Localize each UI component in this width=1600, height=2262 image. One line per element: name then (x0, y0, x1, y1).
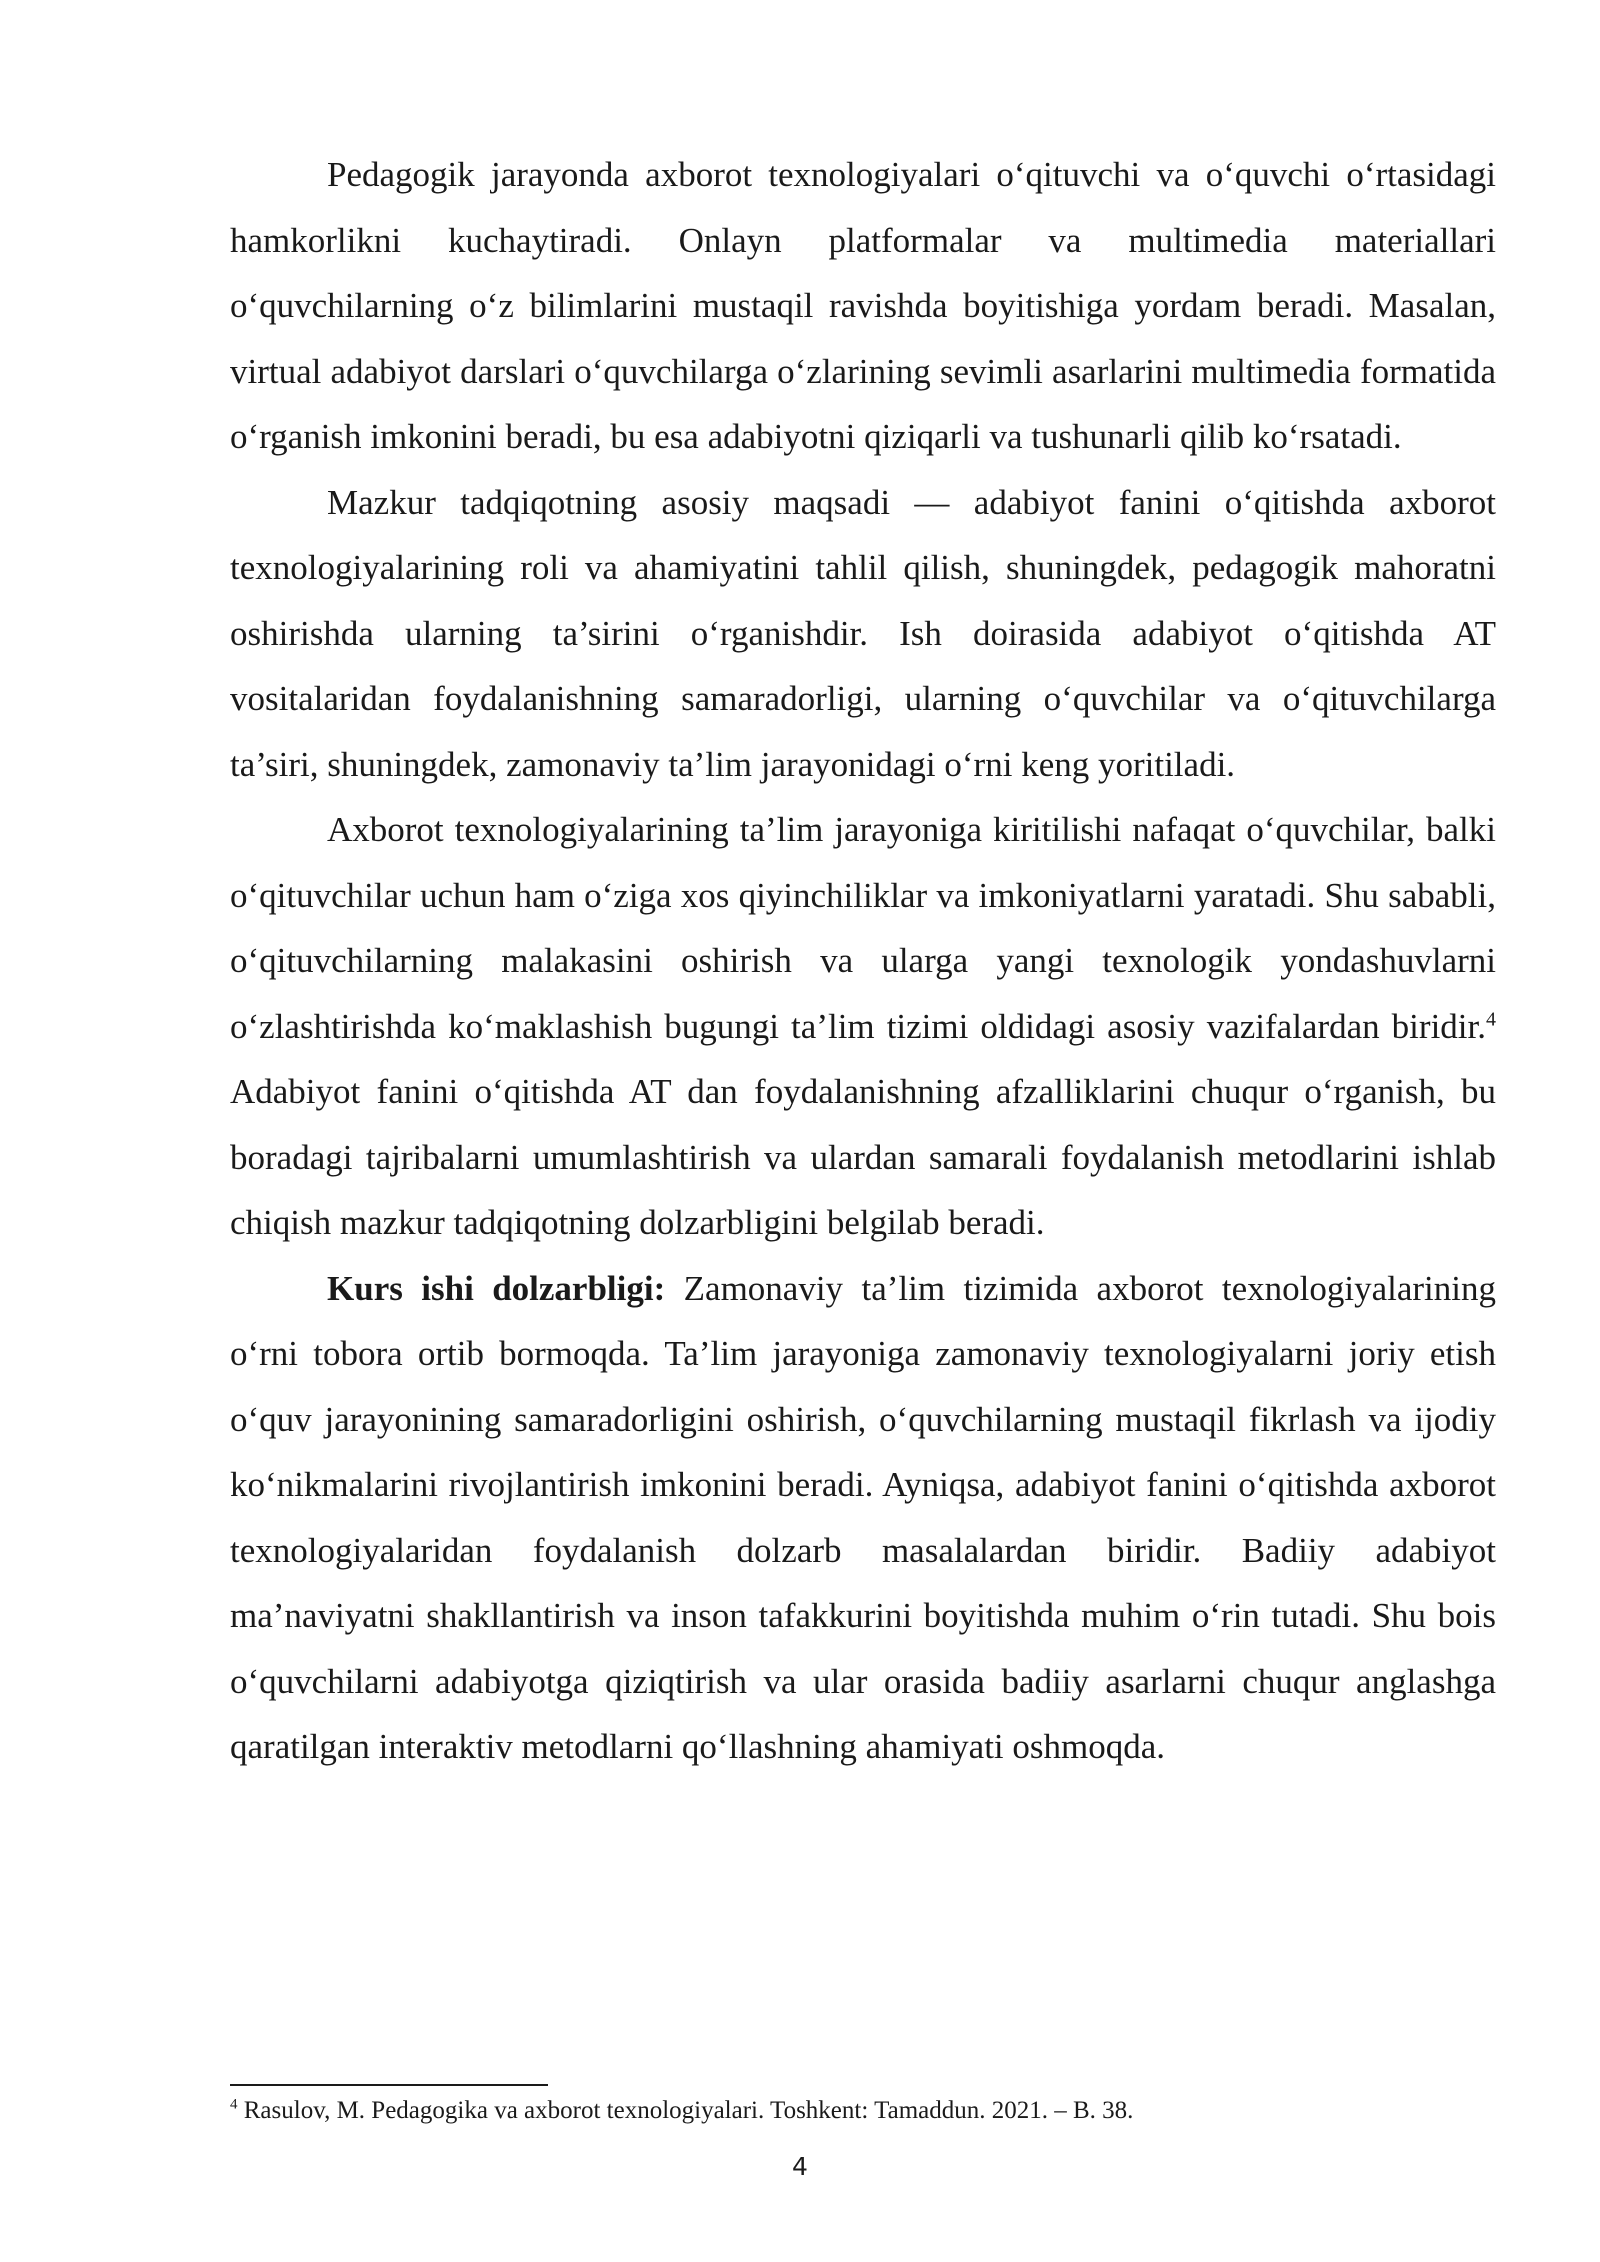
paragraph-4-text: Zamonaviy ta’lim tizimida axborot texnologiyalarining o‘rni tobora ortib bormoqda. Ta’lim jarayoniga zamonaviy texnologiyalarni joriy etish o‘quv jarayonining samaradorligini oshirish, o‘quvchilarning mustaqil fikrlash va ijodiy ko‘nikmalarini rivojlantirish imkonini beradi. Ayniqsa, adabiyot fanini o‘qitishda axborot texnologiyalaridan foydalanish dolzarb masalalardan biridir. Badiiy adabiyot ma’naviyatni shakllantirish va inson tafakkurini boyitishda muhim o‘rin tutadi. Shu bois o‘quvchilarni adabiyotga qiziqtirish va ular orasida badiiy asarlarni chuqur anglashga qaratilgan interaktiv metodlarni qo‘llashning ahamiyati oshmoqda. (230, 1268, 1496, 1766)
paragraph-4 (230, 1256, 1496, 1780)
paragraph-1 (230, 142, 1496, 470)
paragraph-3 (230, 797, 1496, 1256)
footnote (230, 2094, 1496, 2128)
paragraph-2 (230, 470, 1496, 798)
footnote-text: Rasulov, M. Pedagogika va axborot texnologiyalari. Toshkent: Tamaddun. 2021. – B. 38. (237, 2097, 1134, 2124)
footnote-reference: 4 (1486, 1007, 1496, 1030)
page-number: 4 (792, 2152, 808, 2181)
paragraph-1-text: Pedagogik jarayonda axborot texnologiyalari o‘qituvchi va o‘quvchi o‘rtasidagi hamkorlikni kuchaytiradi. Onlayn platformalar va multimedia materiallari o‘quvchilarning o‘z bilimlarini mustaqil ravishda boyitishiga yordam beradi. Masalan, virtual adabiyot darslari o‘quvchilarga o‘zlarining sevimli asarlarini multimedia formatida o‘rganish imkonini beradi, bu esa adabiyotni qiziqarli va tushunarli qilib ko‘rsatadi. (230, 155, 1496, 456)
footnote-separator (230, 2084, 548, 2086)
paragraph-3-text-after: Adabiyot fanini o‘qitishda AT dan foydalanishning afzalliklarini chuqur o‘rganish, bu boradagi tajribalarni umumlashtirish va ulardan samarali foydalanish metodlarini ishlab chiqish mazkur tadqiqotning dolzarbligini belgilab beradi. (230, 1072, 1496, 1242)
page-body (230, 142, 1496, 1780)
paragraph-3-text-before: Axborot texnologiyalarining ta’lim jarayoniga kiritilishi nafaqat o‘quvchilar, balki o‘qituvchilar uchun ham o‘ziga xos qiyinchiliklar va imkoniyatlarni yaratadi. Shu sababli, o‘qituvchilarning malakasini oshirish va ularga yangi texnologik yondashuvlarni o‘zlashtirishda ko‘maklashish bugungi ta’lim tizimi oldidagi asosiy vazifalardan biridir. (230, 810, 1496, 1046)
footnote-number: 4 (230, 2096, 238, 2113)
paragraph-2-text: Mazkur tadqiqotning asosiy maqsadi — adabiyot fanini o‘qitishda axborot texnologiyalarining roli va ahamiyatini tahlil qilish, shuningdek, pedagogik mahoratni oshirishda ularning ta’sirini o‘rganishdir. Ish doirasida adabiyot o‘qitishda AT vositalaridan foydalanishning samaradorligi, ularning o‘quvchilar va o‘qituvchilarga ta’siri, shuningdek, zamonaviy ta’lim jarayonidagi o‘rni keng yoritiladi. (230, 482, 1496, 784)
section-lead-heading: Kurs ishi dolzarbligi: (327, 1268, 666, 1308)
